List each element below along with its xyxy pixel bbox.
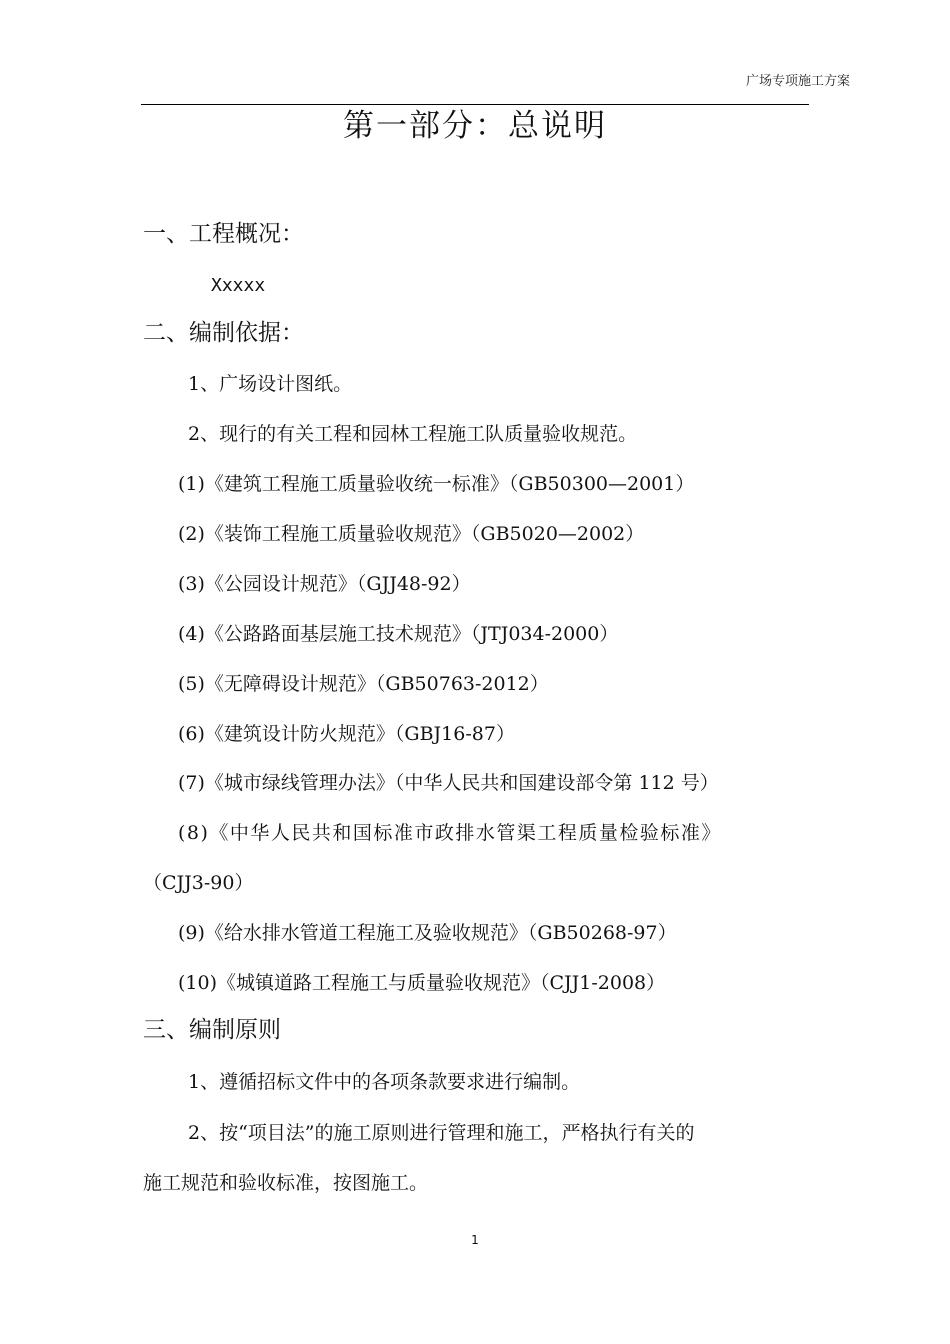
basis-item: 1、广场设计图纸。	[188, 373, 353, 395]
basis-item: (6)《建筑设计防火规范》（GBJ16-87）	[178, 723, 515, 745]
section-heading-principles: 三、编制原则	[143, 1017, 281, 1043]
section-heading-basis: 二、编制依据：	[143, 320, 304, 346]
basis-item-continuation: （CJJ3-90）	[143, 872, 254, 894]
basis-item: (5)《无障碍设计规范》（GB50763-2012）	[178, 673, 549, 695]
overview-content: Xxxxx	[211, 275, 266, 296]
basis-item: (2)《装饰工程施工质量验收规范》（GB5020—2002）	[178, 523, 645, 545]
basis-item: (8)《中华人民共和国标准市政排水管渠工程质量检验标准》	[178, 822, 722, 844]
principles-item: 1、遵循招标文件中的各项条款要求进行编制。	[188, 1071, 581, 1093]
basis-item: (9)《给水排水管道工程施工及验收规范》（GB50268-97）	[178, 922, 677, 944]
basis-item: (1)《建筑工程施工质量验收统一标准》（GB50300—2001）	[178, 473, 695, 495]
basis-item: (10)《城镇道路工程施工与质量验收规范》（CJJ1-2008）	[178, 972, 666, 994]
document-title: 第一部分：总说明	[343, 108, 607, 144]
page-number: 1	[471, 1233, 479, 1247]
running-header: 广场专项施工方案	[745, 74, 850, 89]
basis-item: (7)《城市绿线管理办法》（中华人民共和国建设部令第 112 号）	[178, 772, 719, 794]
principles-item-continuation: 施工规范和验收标准，按图施工。	[143, 1172, 429, 1194]
basis-item: (3)《公园设计规范》（GJJ48-92）	[178, 573, 471, 595]
section-heading-overview: 一、工程概况：	[143, 221, 304, 247]
basis-item: (4)《公路路面基层施工技术规范》（JTJ034-2000）	[178, 623, 619, 645]
principles-item: 2、按“项目法”的施工原则进行管理和施工，严格执行有关的	[188, 1122, 695, 1144]
basis-item: 2、现行的有关工程和园林工程施工队质量验收规范。	[188, 423, 638, 445]
